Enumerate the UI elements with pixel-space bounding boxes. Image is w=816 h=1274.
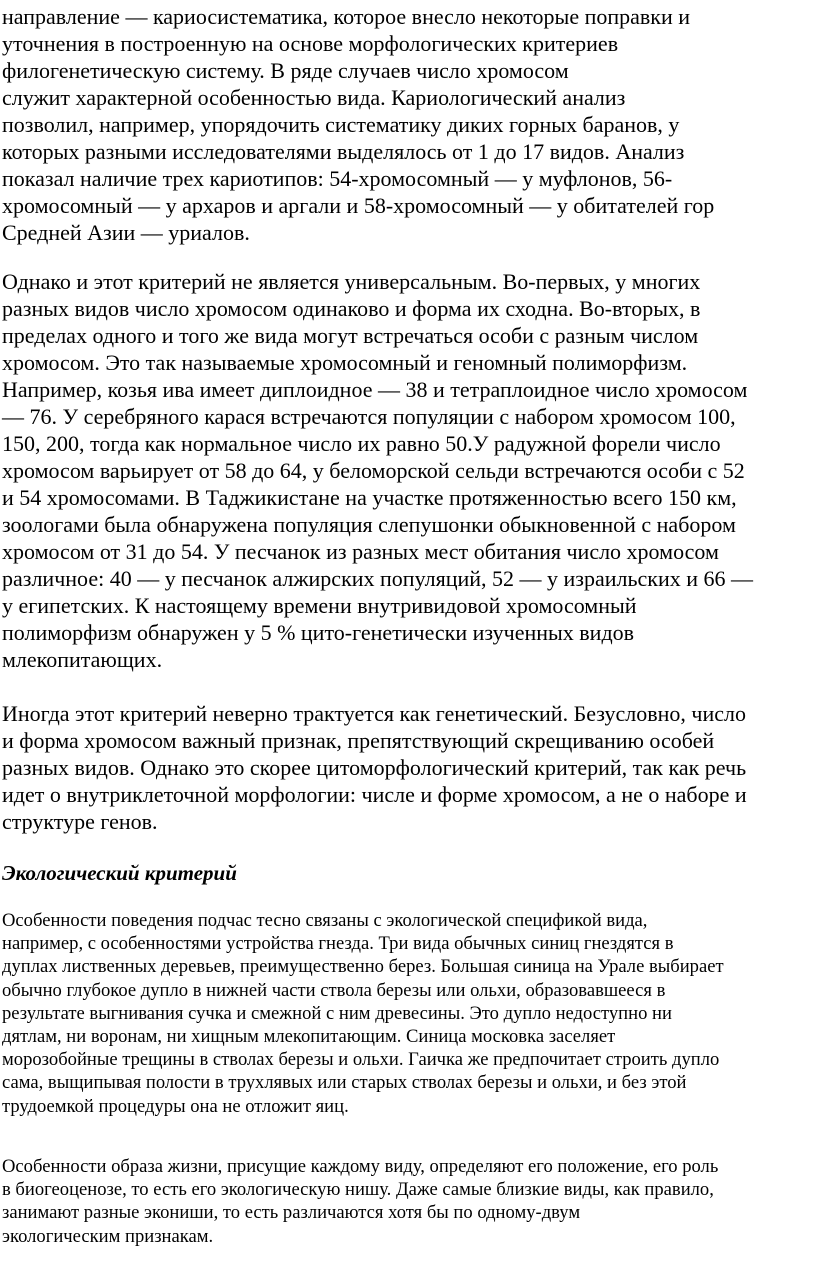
text-line: хромосом. Это так называемые хромосомный и геномный полиморфизм. (2, 350, 688, 375)
text-line: полиморфизм обнаружен у 5 % цито-генетически изученных видов (2, 620, 635, 645)
text-line: — 76. У серебряного карася встречаются популяции с набором хромосом 100, (2, 404, 736, 429)
text-line: хромосом варьирует от 58 до 64, у беломорской сельди встречаются особи с 52 (2, 458, 745, 483)
text-line: разных видов. Однако это скорее цитоморфологический критерий, так как речь (2, 755, 747, 780)
text-line: которых разными исследователями выделялось от 1 до 17 видов. Анализ (2, 139, 685, 164)
text-line: сама, выщипывая полости в трухлявых или старых стволах березы и ольхи, и без этой (2, 1072, 687, 1094)
text-line: позволил, например, упорядочить систематику диких горных баранов, у (2, 112, 680, 137)
text-line: пределах одного и того же вида могут встречаться особи с разным числом (2, 323, 699, 348)
section-heading: Экологический критерий (2, 861, 237, 885)
text-line: показал наличие трех кариотипов: 54-хромосомный — у муфлонов, 56- (2, 166, 673, 191)
text-line: Особенности образа жизни, присущие каждому виду, определяют его положение, его роль (2, 1156, 719, 1177)
text-line: морозобойные трещины в стволах березы и ольхи. Гаичка же предпочитает строить дупло (2, 1049, 720, 1071)
text-line: различное: 40 — у песчанок алжирских популяций, 52 — у израильских и 66 — (2, 566, 754, 591)
text-line: разных видов число хромосом одинаково и форма их сходна. Во-вторых, в (2, 296, 701, 321)
text-line: результате выгнивания сучка и смежной с ним древесины. Это дупло недоступно ни (2, 1002, 672, 1024)
text-line: хромосомный — у архаров и аргали и 58-хромосомный — у обитателей гор (2, 193, 715, 218)
text-line: экологическим признакам. (2, 1225, 214, 1247)
text-line: дятлам, ни воронам, ни хищным млекопитающим. Синица московка заселяет (2, 1026, 616, 1048)
paragraph-behavior-nesting (2, 909, 814, 1118)
text-line: Средней Азии — уриалов. (2, 220, 250, 245)
text-line: филогенетическую систему. В ряде случаев число хромосом (2, 58, 569, 83)
text-line: служит характерной особенностью вида. Кариологический анализ (2, 85, 626, 110)
paragraph-genetic-misinterpretation (2, 700, 814, 835)
text-line: и 54 хромосомами. В Таджикистане на участке протяженностью всего 150 км, (2, 485, 737, 510)
text-line: у египетских. К настоящему времени внутривидовой хромосомный (2, 593, 637, 618)
text-line: хромосом от 31 до 54. У песчанок из разных мест обитания число хромосом (2, 539, 719, 564)
text-line: обычно глубокое дупло в нижней части ствола березы или ольхи, образовавшееся в (2, 979, 666, 1001)
text-line: уточнения в построенную на основе морфологических критериев (2, 31, 619, 56)
text-line: в биогеоценозе, то есть его экологическую нишу. Даже самые близкие виды, как правило, (2, 1179, 714, 1201)
text-line: трудоемкой процедуры она не отложит яиц. (2, 1095, 349, 1117)
paragraph-karyosystematics (2, 3, 814, 246)
text-line: 150, 200, тогда как нормальное число их равно 50.У радужной форели число (2, 431, 721, 456)
text-line: направление — кариосистематика, которое внесло некоторые поправки и (2, 4, 691, 29)
text-line: Например, козья ива имеет диплоидное — 38 и тетраплоидное число хромосом (2, 377, 748, 402)
text-line: например, с особенностями устройства гнезда. Три вида обычных синиц гнездятся в (2, 933, 674, 955)
text-line: Особенности поведения подчас тесно связаны с экологической спецификой вида, (2, 910, 648, 931)
text-line: Иногда этот критерий неверно трактуется как генетический. Безусловно, число (2, 701, 746, 726)
text-line: и форма хромосом важный признак, препятствующий скрещиванию особей (2, 728, 715, 753)
text-line: дуплах лиственных деревьев, преимущественно берез. Большая синица на Урале выбирает (2, 956, 724, 978)
text-line: Однако и этот критерий не является универсальным. Во-первых, у многих (2, 269, 701, 294)
text-line: занимают разные экониши, то есть различаются хотя бы по одному-двум (2, 1202, 581, 1224)
text-line: идет о внутриклеточной морфологии: числе и форме хромосом, а не о наборе и (2, 782, 747, 807)
paragraph-criterion-not-universal (2, 268, 814, 673)
text-line: зоологами была обнаружена популяция слепушонки обыкновенной с набором (2, 512, 736, 537)
text-line: млекопитающих. (2, 647, 163, 672)
text-line: структуре генов. (2, 809, 158, 834)
paragraph-ecological-niche (2, 1155, 814, 1248)
